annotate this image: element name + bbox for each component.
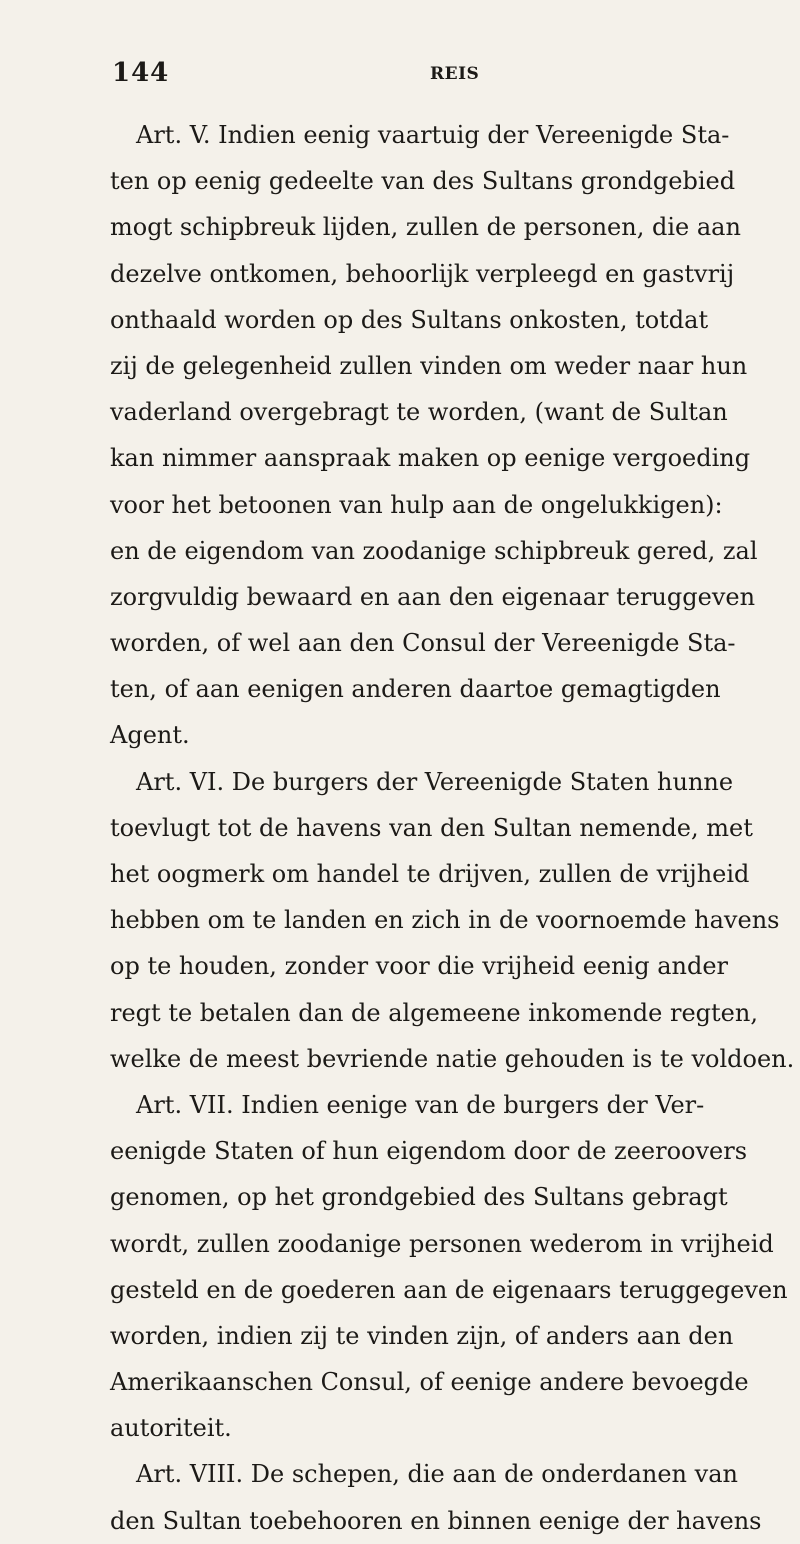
text-line: wordt, zullen zoodanige personen wederom in vrijheid — [110, 1229, 774, 1258]
page-header — [112, 58, 692, 98]
text-line: regt te betalen dan de algemeene inkomende regten, — [110, 998, 758, 1027]
text-line: worden, indien zij te vinden zijn, of anders aan den — [110, 1321, 734, 1350]
text-line: Amerikaanschen Consul, of eenige andere bevoegde — [110, 1368, 749, 1397]
text-line: onthaald worden op des Sultans onkosten, totdat — [110, 305, 709, 334]
text-line: dezelve ontkomen, behoorlijk verpleegd en gastvrij — [110, 259, 735, 288]
text-line: toevlugt tot de havens van den Sultan nemende, met — [110, 813, 753, 842]
text-line: voor het betoonen van hulp aan de ongelukkigen): — [110, 490, 723, 519]
text-line: Art. VIII. De schepen, die aan de onderdanen van — [136, 1460, 738, 1489]
text-line: eenigde Staten of hun eigendom door de zeeroovers — [110, 1137, 748, 1166]
text-line: kan nimmer aanspraak maken op eenige vergoeding — [110, 444, 751, 473]
running-title: REIS — [430, 64, 480, 84]
text-line: den Sultan toebehooren en binnen eenige der havens — [110, 1506, 762, 1535]
text-line: zorgvuldig bewaard en aan den eigenaar teruggeven — [110, 582, 756, 611]
text-line: genomen, op het grondgebied des Sultans gebragt — [110, 1183, 728, 1212]
text-line: ten op eenig gedeelte van des Sultans grondgebied — [110, 167, 736, 196]
body-text — [110, 112, 795, 1544]
text-line: gesteld en de goederen aan de eigenaars teruggegeven — [110, 1275, 788, 1304]
text-line: Agent. — [110, 721, 190, 750]
text-line: zij de gelegenheid zullen vinden om weder naar hun — [110, 351, 748, 380]
text-line: welke de meest bevriende natie gehouden is te voldoen. — [110, 1044, 795, 1073]
text-line: op te houden, zonder voor die vrijheid eenig ander — [110, 952, 729, 981]
text-line: ten, of aan eenigen anderen daartoe gemagtigden — [110, 675, 721, 704]
text-line: vaderland overgebragt te worden, (want de Sultan — [110, 398, 728, 427]
text-line: worden, of wel aan den Consul der Vereenigde Sta- — [110, 629, 736, 658]
text-line: mogt schipbreuk lijden, zullen de personen, die aan — [110, 213, 741, 242]
text-line: Art. VI. De burgers der Vereenigde Staten hunne — [136, 767, 734, 796]
text-line: Art. VII. Indien eenige van de burgers der Ver- — [136, 1090, 705, 1119]
text-line: en de eigendom van zoodanige schipbreuk gered, zal — [110, 536, 758, 565]
text-line: het oogmerk om handel te drijven, zullen de vrijheid — [110, 860, 750, 888]
text-line: hebben om te landen en zich in de voornoemde havens — [110, 906, 780, 935]
page-number: 144 — [112, 58, 170, 88]
text-line: autoriteit. — [110, 1414, 232, 1443]
text-line: Art. V. Indien eenig vaartuig der Vereenigde Sta- — [136, 121, 730, 149]
